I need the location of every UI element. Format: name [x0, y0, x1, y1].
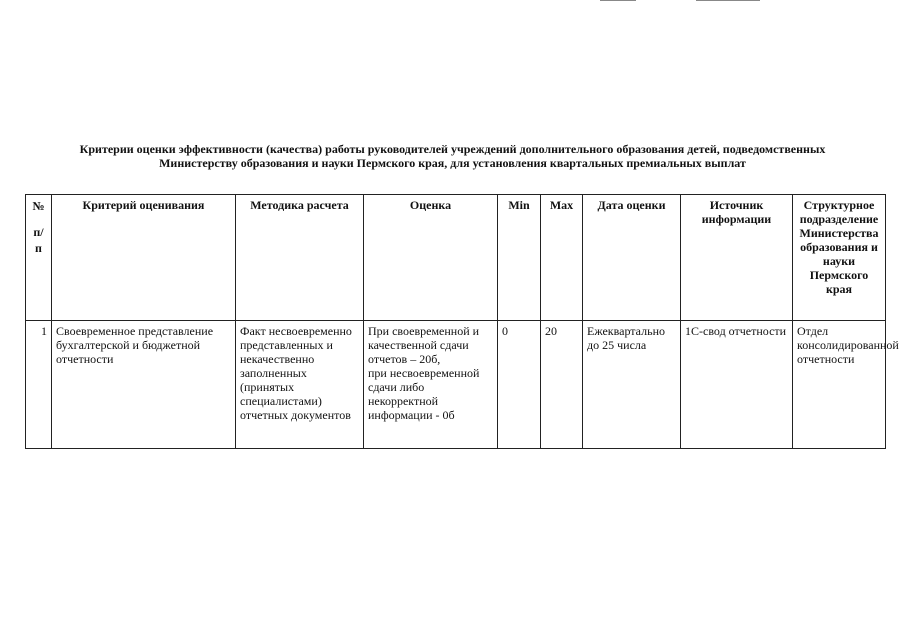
document-title: [30, 142, 875, 170]
row-department: Отдел консолидированной отчетности: [793, 321, 886, 449]
header-score: Оценка: [364, 195, 498, 321]
document-title-line-2: Министерству образования и науки Пермского края, для установления квартальных премиальных выплат: [159, 156, 746, 170]
row-max: 20: [541, 321, 583, 449]
header-min: Min: [498, 195, 541, 321]
row-source: 1С-свод отчетности: [681, 321, 793, 449]
header-source: Источник информации: [681, 195, 793, 321]
header-number: [26, 195, 52, 321]
header-number-pp: п/: [33, 225, 44, 239]
document-title-line-1: Критерии оценки эффективности (качества) работы руководителей учреждений дополнительного образования детей, подведомственных: [79, 142, 826, 156]
row-date: Ежеквартально до 25 числа: [583, 321, 681, 449]
header-department: Структурное подразделение Министерства образования и науки Пермского края: [793, 195, 886, 321]
header-date: Дата оценки: [583, 195, 681, 321]
row-number: 1: [26, 321, 52, 449]
scan-edge-mark: [600, 0, 636, 1]
header-number-pp-2: п: [35, 241, 42, 255]
header-max: Max: [541, 195, 583, 321]
row-score: [364, 321, 498, 449]
header-method: Методика расчета: [236, 195, 364, 321]
row-score-line-1: При своевременной и качественной сдачи отчетов – 20б,: [368, 324, 480, 366]
header-criterion: Критерий оценивания: [52, 195, 236, 321]
row-score-line-2: при несвоевременной сдачи либо некорректной информации - 0б: [368, 366, 480, 422]
scan-edge-mark: [696, 0, 760, 1]
table-header-row: [26, 195, 886, 321]
table-row: [26, 321, 886, 449]
row-method: Факт несвоевременно представленных и некачественно заполненных (принятых специалистами) отчетных документов: [236, 321, 364, 449]
row-criterion: Своевременное представление бухгалтерской и бюджетной отчетности: [52, 321, 236, 449]
row-min: 0: [498, 321, 541, 449]
criteria-table: [25, 194, 899, 449]
header-number-symbol: №: [32, 199, 45, 213]
